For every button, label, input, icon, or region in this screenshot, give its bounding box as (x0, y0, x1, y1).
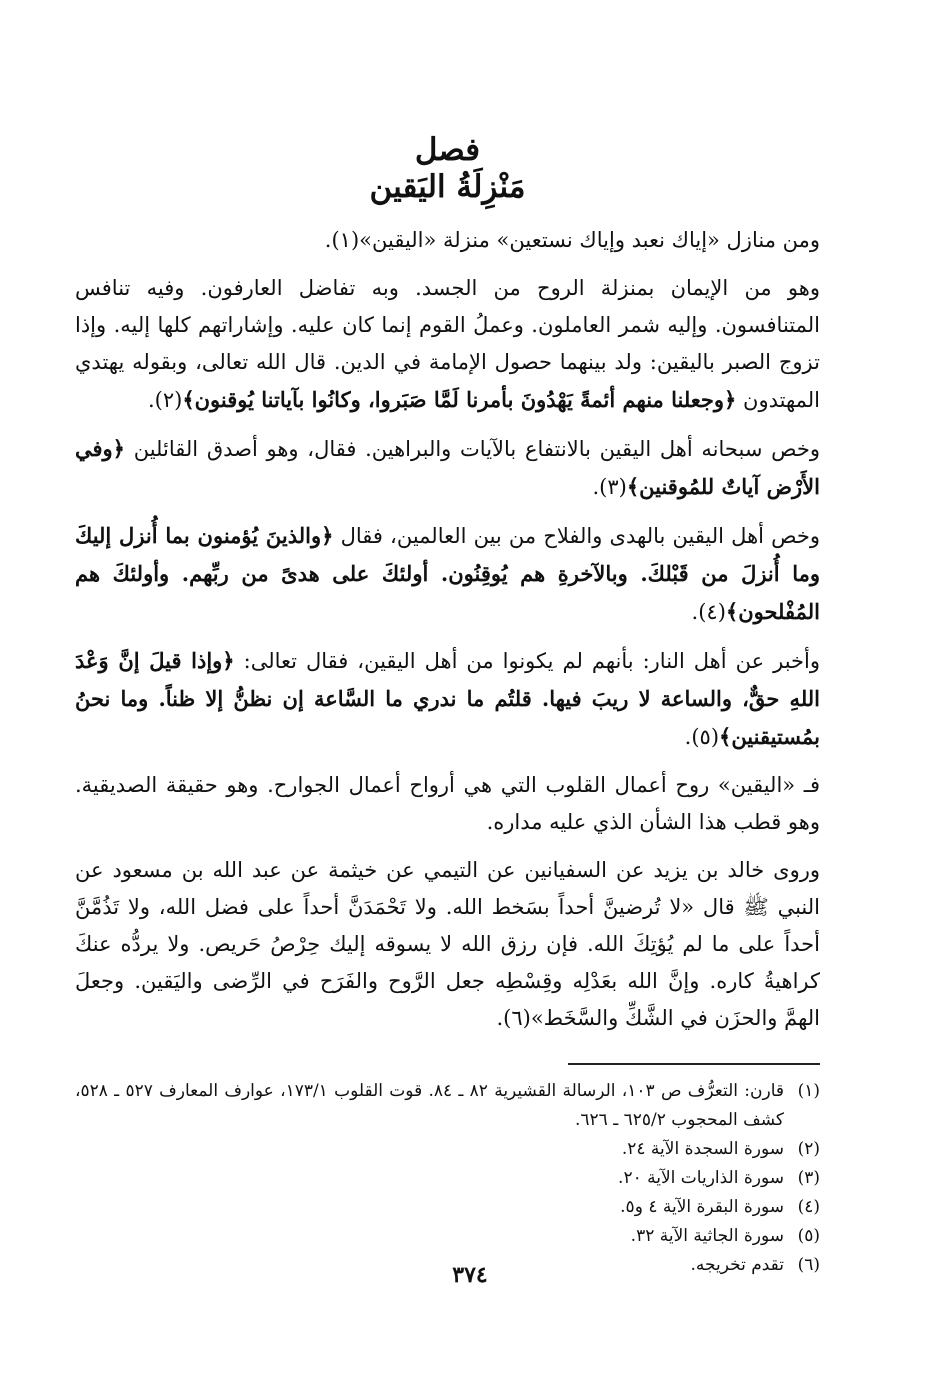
footnote (75, 1077, 820, 1135)
footnote (75, 1222, 820, 1251)
footnote-text: قارن: التعرُّف ص ١٠٣، الرسالة القشيرية ٨٢ ـ ٨٤. قوت القلوب ١٧٣/١، عوارف المعارف ٥٢٧ ـ ٥٢٨، كشف المحجوب ٦٢٥/٢ ـ ٦٢٦. (75, 1081, 784, 1130)
paragraph (75, 642, 820, 756)
paragraph-text: وأخبر عن أهل النار: بأنهم لم يكونوا من أهل اليقين، فقال تعالى: (234, 649, 820, 673)
footnote-number: (٢) (797, 1139, 820, 1159)
paragraph (75, 517, 820, 631)
section-label: فصل (414, 132, 481, 168)
book-page (75, 132, 820, 1280)
quran-verse: ﴿والذينَ يُؤمنون بما أُنزل إليكَ وما أُنزلَ من قَبْلكَ. وبالآخرةِ هم يُوقِنُون. أولئكَ على هدىً من ربِّهم. وأولئكَ هم المُفْلحون﴾ (75, 523, 820, 624)
footnote-number: (٦) (797, 1255, 820, 1275)
paragraph-text: (٢). (147, 388, 183, 412)
footnote-text: تقدم تخريجه. (690, 1255, 784, 1275)
footnote (75, 1193, 820, 1222)
paragraph-text: وهو من الإيمان بمنزلة الروح من الجسد. وبه تفاضل العارفون. وفيه تنافس المتنافسون. وإليه شمر العاملون. وعملُ القوم إنما كان عليه. وإشاراتهم كلها إليه. وإذا تزوج الصبر باليقين: ولد بينهما حصول الإمامة في الدين. قال الله تعالى، وبقوله يهتدي المهتدون (75, 276, 820, 412)
footnote (75, 1164, 820, 1193)
paragraph-text: ومن منازل «إياك نعبد وإياك نستعين» منزلة «اليقين»(١). (324, 228, 820, 252)
paragraph (75, 852, 820, 1037)
quran-verse: ﴿وفي الأَرْض آياتٌ للمُوقنين﴾ (75, 436, 820, 499)
paragraph-text: (٤). (691, 600, 726, 624)
paragraph (75, 767, 820, 841)
footnote-text: سورة البقرة الآية ٤ و٥. (620, 1197, 784, 1217)
footnote-text: سورة الذاريات الآية ٢٠. (618, 1168, 784, 1188)
paragraph-text: وخص أهل اليقين بالهدى والفلاح من بين العالمين، فقال (333, 524, 820, 548)
paragraph-text: وروى خالد بن يزيد عن السفيانين عن التيمي عن خيثمة عن عبد الله بن مسعود عن النبي ﷺ قال «لا تُرضينَّ أحداً بسَخط الله. ولا تَحْمَدَنَّ أحداً على فضل الله، ولا تَذُمَّنَّ أحداً على ما لم يُؤتِكَ الله. فإن رزق الله لا يسوقه إليك حِرْصُ حَريص. ولا يردُّه عنكَ كراهيةُ كاره. وإنَّ الله بعَدْلِه وقِسْطِه جعل الرَّوح والفَرَح في الرِّضى واليَقين. وجعلَ الهمَّ والحزَن في الشَّكِّ والسَّخَط»(٦). (75, 858, 820, 1030)
paragraph-text: فـ «اليقين» روح أعمال القلوب التي هي أرواح أعمال الجوارح. وهو حقيقة الصديقية. وهو قطب هذا الشأن الذي عليه مداره. (75, 773, 820, 834)
footnote-number: (١) (797, 1081, 820, 1101)
page-number: ٣٧٤ (452, 1262, 488, 1288)
footnote-text: سورة الجاثية الآية ٣٢. (630, 1226, 784, 1246)
paragraph-text: (٣). (592, 475, 627, 499)
paragraph (75, 430, 820, 506)
footnote-divider (568, 1063, 820, 1065)
main-text (75, 222, 820, 1037)
paragraph-text: (٥). (684, 725, 720, 749)
footnote-number: (٣) (797, 1168, 820, 1188)
paragraph (75, 270, 820, 419)
footnote-text: سورة السجدة الآية ٢٤. (621, 1139, 784, 1159)
footnotes (75, 1077, 820, 1280)
footnote-number: (٤) (797, 1197, 820, 1217)
quran-verse: ﴿وجعلنا منهم أئمةً يَهْدُونَ بأمرنا لَمَّا صَبَروا، وكانُوا بآياتنا يُوقنون﴾ (182, 387, 737, 412)
paragraph (75, 222, 820, 259)
footnote (75, 1135, 820, 1164)
quran-verse: ﴿وإذا قيلَ إنَّ وَعْدَ اللهِ حقٌّ، والساعة لا ريبَ فيها. قلتُم ما ندري ما السَّاعة إن نظنُّ إلا ظناً. وما نحنُ بمُستيقنين﴾ (75, 648, 820, 749)
footnote-number: (٥) (797, 1226, 820, 1246)
paragraph-text: وخص سبحانه أهل اليقين بالانتفاع بالآيات والبراهين. فقال، وهو أصدق القائلين (125, 437, 820, 461)
chapter-title: مَنْزِلَةُ اليَقين (369, 169, 526, 205)
